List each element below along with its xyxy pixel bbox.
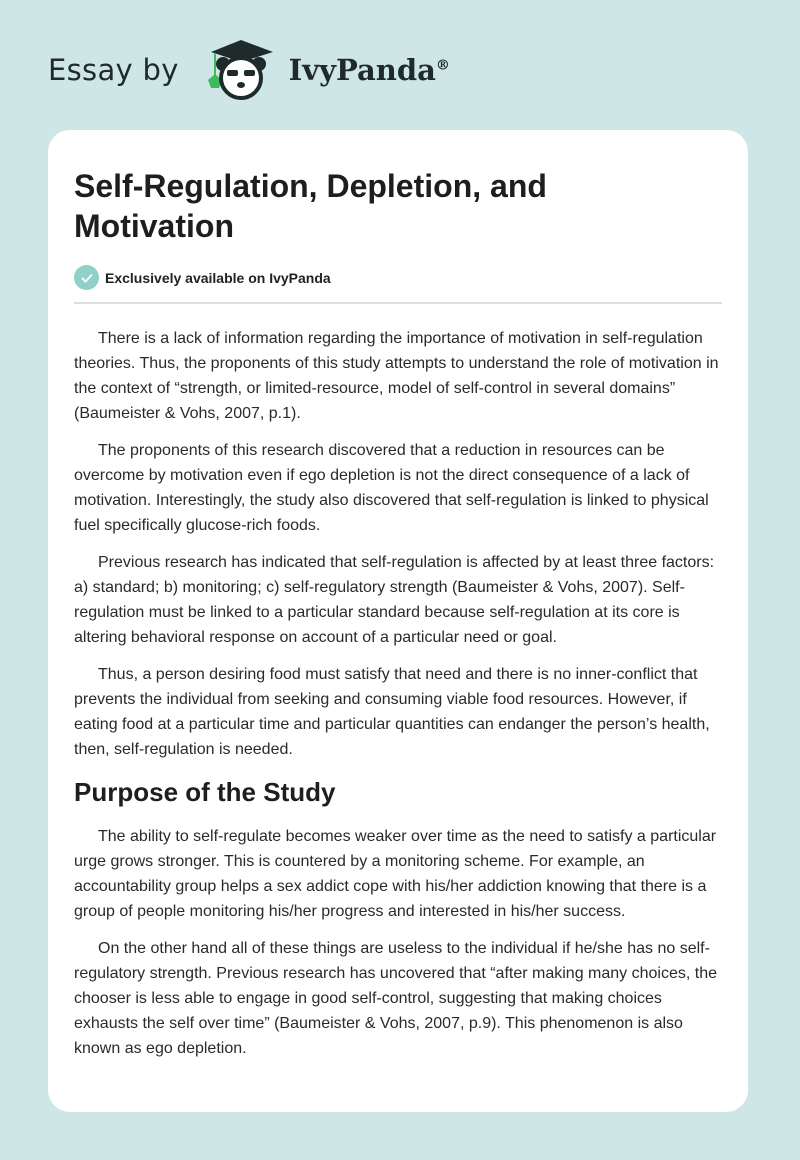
- section-heading: Purpose of the Study: [74, 777, 336, 807]
- paragraph: Thus, a person desiring food must satisfy that need and there is no inner-conflict that prevents the individual from seeking and consuming viable food resources. However, if eating food at a particular time and particular quantities can endanger the person’s health, then, self-regulation is needed.: [74, 666, 710, 758]
- badge-text: Exclusively available on IvyPanda: [105, 269, 331, 286]
- essay-body: [74, 326, 726, 1073]
- ivypanda-logo-icon[interactable]: [197, 38, 285, 102]
- registered-mark: ®: [435, 57, 450, 74]
- page-title: Self-Regulation, Depletion, and Motivation: [74, 168, 547, 244]
- exclusive-badge: [74, 265, 331, 290]
- essay-card: [48, 130, 748, 1112]
- paragraph: There is a lack of information regarding the importance of motivation in self-regulation theories. Thus, the proponents of this study attempts to understand the role of motivation in the context of “strength, or limited-resource, model of self-control in several domains” (Baumeister & Vohs, 2007, p.1).: [74, 330, 719, 422]
- brand-name: [289, 53, 450, 87]
- essay-by-label: Essay by: [48, 53, 179, 87]
- check-icon: [74, 265, 99, 290]
- site-header: [48, 38, 450, 102]
- paragraph: The proponents of this research discovered that a reduction in resources can be overcome by motivation even if ego depletion is not the direct consequence of a lack of motivation. Interestingly, the study also discovered that self-regulation is linked to physical fuel specifically glucose-rich foods.: [74, 442, 709, 534]
- divider: [74, 302, 722, 304]
- paragraph: The ability to self-regulate becomes weaker over time as the need to satisfy a particular urge grows stronger. This is countered by a monitoring scheme. For example, an accountability group helps a sex addict cope with his/her addiction knowing that there is a group of people monitoring his/her progress and interested in his/her success.: [74, 828, 717, 920]
- paragraph: Previous research has indicated that self-regulation is affected by at least three factors: a) standard; b) monitoring; c) self-regulatory strength (Baumeister & Vohs, 2007). Self-regulation must be linked to a particular standard because self-regulation at its core is altering behavioral response on account of a particular need or goal.: [74, 554, 715, 646]
- brand-text: IvyPanda: [288, 53, 436, 87]
- paragraph: On the other hand all of these things are useless to the individual if he/she has no self-regulatory strength. Previous research has uncovered that “after making many choices, the chooser is less able to engage in good self-control, suggesting that making choices exhausts the self over time” (Baumeister & Vohs, 2007, p.9). This phenomenon is also known as ego depletion.: [74, 940, 717, 1057]
